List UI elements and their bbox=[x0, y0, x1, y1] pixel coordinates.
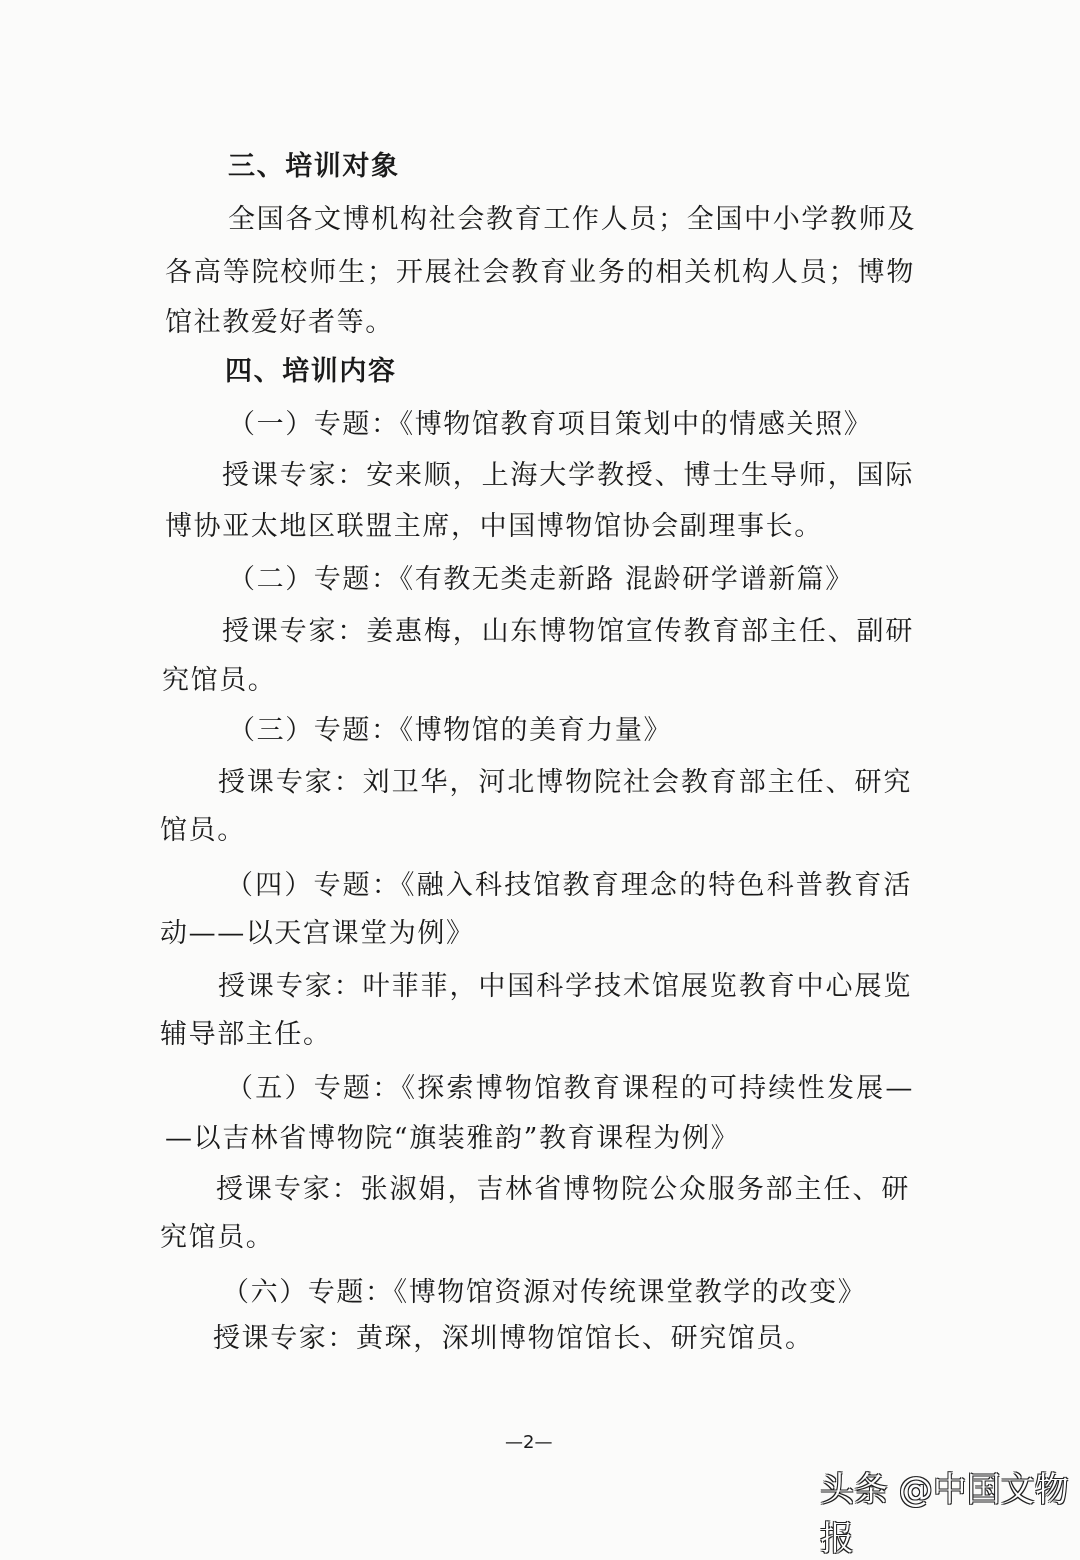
lecturer-1: 授课专家：安来顺，上海大学教授、博士生导师，国际 bbox=[222, 460, 914, 491]
lecturer-4-cont: 辅导部主任。 bbox=[160, 1019, 332, 1050]
page-number: —2— bbox=[505, 1432, 553, 1453]
paragraph-line: 馆社教爱好者等。 bbox=[165, 307, 394, 338]
topic-3: （三）专题：《博物馆的美育力量》 bbox=[228, 715, 673, 746]
watermark: 头条 @中国文物报 bbox=[820, 1470, 1069, 1559]
lecturer-4: 授课专家：叶菲菲，中国科学技术馆展览教育中心展览 bbox=[218, 971, 912, 1002]
lecturer-6: 授课专家：黄琛，深圳博物馆馆长、研究馆员。 bbox=[213, 1323, 814, 1354]
lecturer-2: 授课专家：姜惠梅，山东博物馆宣传教育部主任、副研 bbox=[222, 616, 914, 647]
topic-6: （六）专题：《博物馆资源对传统课堂教学的改变》 bbox=[222, 1277, 867, 1308]
topic-5: （五）专题：《探索博物馆教育课程的可持续性发展— bbox=[226, 1073, 914, 1104]
lecturer-2-cont: 究馆员。 bbox=[162, 665, 277, 696]
paragraph-line: 各高等院校师生；开展社会教育业务的相关机构人员；博物 bbox=[165, 257, 915, 288]
heading-training-content: 四、培训内容 bbox=[225, 356, 397, 387]
topic-4: （四）专题：《融入科技馆教育理念的特色科普教育活 bbox=[226, 870, 912, 901]
lecturer-3: 授课专家：刘卫华，河北博物院社会教育部主任、研究 bbox=[218, 767, 912, 798]
topic-4-cont: 动——以天宫课堂为例》 bbox=[160, 918, 475, 949]
lecturer-1-cont: 博协亚太地区联盟主席，中国博物馆协会副理事长。 bbox=[165, 511, 823, 542]
paragraph-line: 全国各文博机构社会教育工作人员；全国中小学教师及 bbox=[228, 204, 916, 235]
topic-5-cont: —以吉林省博物院“旗装雅韵”教育课程为例》 bbox=[165, 1123, 740, 1154]
lecturer-5-cont: 究馆员。 bbox=[160, 1222, 275, 1253]
topic-1: （一）专题：《博物馆教育项目策划中的情感关照》 bbox=[228, 409, 873, 440]
topic-2: （二）专题：《有教无类走新路 混龄研学谱新篇》 bbox=[228, 564, 854, 595]
lecturer-5: 授课专家：张淑娟，吉林省博物院公众服务部主任、研 bbox=[216, 1174, 910, 1205]
lecturer-3-cont: 馆员。 bbox=[160, 815, 246, 846]
heading-training-targets: 三、培训对象 bbox=[228, 151, 400, 182]
